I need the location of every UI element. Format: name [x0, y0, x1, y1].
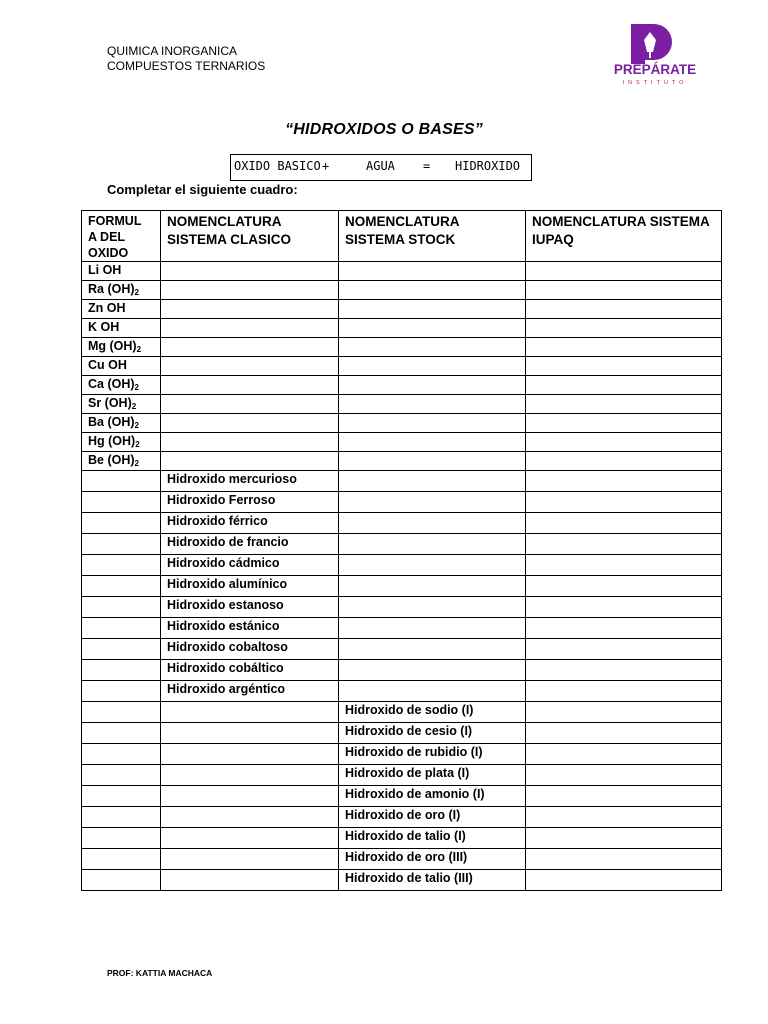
stock-name-cell: Hidroxido de amonio (I)	[339, 786, 526, 807]
answer-cell-stock[interactable]	[339, 492, 526, 513]
table-row	[82, 555, 722, 576]
answer-cell-classic[interactable]	[161, 300, 339, 319]
stock-name-cell: Hidroxido de talio (III)	[339, 870, 526, 891]
answer-cell-formula[interactable]	[82, 807, 161, 828]
answer-cell-formula[interactable]	[82, 618, 161, 639]
answer-cell-iupac[interactable]	[526, 681, 722, 702]
answer-cell-iupac[interactable]	[526, 513, 722, 534]
course-subject: QUIMICA INORGANICA	[107, 44, 238, 58]
answer-cell-classic[interactable]	[161, 395, 339, 414]
formula-reactant-1: OXIDO BASICO	[234, 159, 321, 173]
answer-cell-formula[interactable]	[82, 597, 161, 618]
answer-cell-formula[interactable]	[82, 870, 161, 891]
page-title: “HIDROXIDOS O BASES”	[285, 121, 483, 138]
table-row	[82, 828, 722, 849]
stock-name-cell: Hidroxido de rubidio (I)	[339, 744, 526, 765]
logo-word: PREPÁRATE	[613, 62, 697, 77]
answer-cell-iupac[interactable]	[526, 849, 722, 870]
formula-text: Cu OH	[88, 358, 127, 372]
classic-name-cell: Hidroxido Ferroso	[161, 492, 339, 513]
answer-cell-classic[interactable]	[161, 807, 339, 828]
answer-cell-classic[interactable]	[161, 452, 339, 471]
answer-cell-formula[interactable]	[82, 555, 161, 576]
answer-cell-formula[interactable]	[82, 660, 161, 681]
answer-cell-iupac[interactable]	[526, 597, 722, 618]
answer-cell-classic[interactable]	[161, 281, 339, 300]
formula-subscript: 2	[134, 288, 139, 297]
answer-cell-formula[interactable]	[82, 492, 161, 513]
answer-cell-stock[interactable]	[339, 376, 526, 395]
table-row	[82, 357, 722, 376]
table-row	[82, 744, 722, 765]
table-row	[82, 513, 722, 534]
formula-cell	[82, 338, 161, 357]
answer-cell-formula[interactable]	[82, 639, 161, 660]
answer-cell-iupac[interactable]	[526, 281, 722, 300]
table-row	[82, 639, 722, 660]
answer-cell-iupac[interactable]	[526, 534, 722, 555]
answer-cell-iupac[interactable]	[526, 807, 722, 828]
answer-cell-iupac[interactable]	[526, 765, 722, 786]
answer-cell-iupac[interactable]	[526, 618, 722, 639]
answer-cell-iupac[interactable]	[526, 660, 722, 681]
formula-text: K OH	[88, 320, 120, 334]
classic-name-cell: Hidroxido cobáltico	[161, 660, 339, 681]
table-row	[82, 576, 722, 597]
table-row	[82, 849, 722, 870]
formula-text: Ca (OH)	[88, 377, 135, 391]
course-header	[107, 44, 265, 74]
answer-cell-stock[interactable]	[339, 281, 526, 300]
answer-cell-stock[interactable]	[339, 597, 526, 618]
table-row	[82, 597, 722, 618]
formula-cell	[82, 281, 161, 300]
header-formula: FORMUL A DEL OXIDO	[82, 211, 161, 262]
teacher-credit: PROF: KATTIA MACHACA	[107, 968, 213, 978]
formula-cell	[82, 452, 161, 471]
instruction-text: Completar el siguiente cuadro:	[107, 182, 298, 197]
answer-cell-iupac[interactable]	[526, 414, 722, 433]
answer-cell-stock[interactable]	[339, 576, 526, 597]
answer-cell-classic[interactable]	[161, 338, 339, 357]
table-row	[82, 534, 722, 555]
formula-cell	[82, 433, 161, 452]
table-row	[82, 281, 722, 300]
answer-cell-formula[interactable]	[82, 744, 161, 765]
formula-text: Sr (OH)	[88, 396, 132, 410]
formula-cell	[82, 395, 161, 414]
formula-subscript: 2	[131, 402, 137, 411]
formula-text: Ba (OH)	[88, 415, 135, 429]
answer-cell-stock[interactable]	[339, 262, 526, 281]
answer-cell-classic[interactable]	[161, 433, 339, 452]
formula-text: Mg (OH)	[88, 339, 137, 353]
table-row	[82, 492, 722, 513]
answer-cell-iupac[interactable]	[526, 452, 722, 471]
answer-cell-iupac[interactable]	[526, 376, 722, 395]
answer-cell-iupac[interactable]	[526, 319, 722, 338]
table-row	[82, 300, 722, 319]
answer-cell-iupac[interactable]	[526, 492, 722, 513]
formula-equals: =	[423, 159, 431, 173]
answer-cell-iupac[interactable]	[526, 870, 722, 891]
answer-cell-iupac[interactable]	[526, 357, 722, 376]
formula-cell	[82, 376, 161, 395]
answer-cell-iupac[interactable]	[526, 471, 722, 492]
table-row	[82, 660, 722, 681]
answer-cell-classic[interactable]	[161, 870, 339, 891]
answer-cell-iupac[interactable]	[526, 723, 722, 744]
logo-sub: INSTITUTO	[622, 80, 688, 86]
answer-cell-iupac[interactable]	[526, 744, 722, 765]
answer-cell-classic[interactable]	[161, 319, 339, 338]
answer-cell-formula[interactable]	[82, 471, 161, 492]
formula-subscript: 2	[134, 421, 139, 430]
formula-cell	[82, 262, 161, 281]
stock-name-cell: Hidroxido de oro (I)	[339, 807, 526, 828]
answer-cell-stock[interactable]	[339, 300, 526, 319]
classic-name-cell: Hidroxido estanoso	[161, 597, 339, 618]
classic-name-cell: Hidroxido férrico	[161, 513, 339, 534]
formula-subscript: 2	[136, 345, 142, 354]
answer-cell-classic[interactable]	[161, 414, 339, 433]
stock-name-cell: Hidroxido de plata (I)	[339, 765, 526, 786]
answer-cell-classic[interactable]	[161, 765, 339, 786]
table-row	[82, 807, 722, 828]
answer-cell-classic[interactable]	[161, 262, 339, 281]
classic-name-cell: Hidroxido cádmico	[161, 555, 339, 576]
classic-name-cell: Hidroxido de francio	[161, 534, 339, 555]
answer-cell-iupac[interactable]	[526, 555, 722, 576]
table-row	[82, 414, 722, 433]
answer-cell-stock[interactable]	[339, 534, 526, 555]
formula-subscript: 2	[135, 440, 140, 449]
answer-cell-formula[interactable]	[82, 681, 161, 702]
answer-cell-stock[interactable]	[339, 319, 526, 338]
answer-cell-stock[interactable]	[339, 660, 526, 681]
table-row	[82, 452, 722, 471]
formula-cell	[82, 414, 161, 433]
table-row	[82, 786, 722, 807]
answer-cell-iupac[interactable]	[526, 702, 722, 723]
answer-cell-classic[interactable]	[161, 376, 339, 395]
answer-cell-classic[interactable]	[161, 357, 339, 376]
answer-cell-iupac[interactable]	[526, 786, 722, 807]
classic-name-cell: Hidroxido estánico	[161, 618, 339, 639]
answer-cell-iupac[interactable]	[526, 639, 722, 660]
stock-name-cell: Hidroxido de cesio (I)	[339, 723, 526, 744]
answer-cell-formula[interactable]	[82, 849, 161, 870]
answer-cell-iupac[interactable]	[526, 395, 722, 414]
answer-cell-classic[interactable]	[161, 786, 339, 807]
formula-text: Be (OH)	[88, 453, 135, 467]
answer-cell-stock[interactable]	[339, 513, 526, 534]
answer-cell-formula[interactable]	[82, 576, 161, 597]
answer-cell-formula[interactable]	[82, 828, 161, 849]
reaction-formula	[230, 154, 532, 181]
table-row	[82, 395, 722, 414]
answer-cell-formula[interactable]	[82, 765, 161, 786]
table-body	[82, 262, 722, 891]
logo-mark-icon	[631, 24, 672, 64]
table-row	[82, 376, 722, 395]
answer-cell-formula[interactable]	[82, 534, 161, 555]
formula-product: HIDROXIDO	[455, 159, 521, 173]
answer-cell-iupac[interactable]	[526, 300, 722, 319]
course-topic: COMPUESTOS TERNARIOS	[107, 59, 266, 73]
formula-text: Hg (OH)	[88, 434, 136, 448]
table-row	[82, 723, 722, 744]
answer-cell-iupac[interactable]	[526, 828, 722, 849]
answer-cell-classic[interactable]	[161, 828, 339, 849]
answer-cell-stock[interactable]	[339, 639, 526, 660]
answer-cell-stock[interactable]	[339, 618, 526, 639]
answer-cell-stock[interactable]	[339, 452, 526, 471]
answer-cell-stock[interactable]	[339, 395, 526, 414]
answer-cell-formula[interactable]	[82, 723, 161, 744]
header-stock: NOMENCLATURA SISTEMA STOCK	[339, 211, 526, 262]
table-row	[82, 433, 722, 452]
answer-cell-classic[interactable]	[161, 723, 339, 744]
answer-cell-formula[interactable]	[82, 702, 161, 723]
table-row	[82, 319, 722, 338]
answer-cell-stock[interactable]	[339, 555, 526, 576]
formula-cell	[82, 357, 161, 376]
classic-name-cell: Hidroxido mercurioso	[161, 471, 339, 492]
stock-name-cell: Hidroxido de sodio (I)	[339, 702, 526, 723]
header-iupac: NOMENCLATURA SISTEMA IUPAQ	[526, 211, 722, 262]
classic-name-cell: Hidroxido cobaltoso	[161, 639, 339, 660]
answer-cell-classic[interactable]	[161, 849, 339, 870]
answer-cell-stock[interactable]	[339, 414, 526, 433]
answer-cell-stock[interactable]	[339, 338, 526, 357]
formula-cell	[82, 300, 161, 319]
classic-name-cell: Hidroxido alumínico	[161, 576, 339, 597]
table-row	[82, 702, 722, 723]
formula-subscript: 2	[134, 459, 139, 468]
classic-name-cell: Hidroxido argéntico	[161, 681, 339, 702]
table-row	[82, 471, 722, 492]
answer-cell-iupac[interactable]	[526, 576, 722, 597]
formula-text: Zn OH	[88, 301, 126, 315]
answer-cell-classic[interactable]	[161, 744, 339, 765]
table-row	[82, 618, 722, 639]
answer-cell-iupac[interactable]	[526, 433, 722, 452]
nomenclature-table	[81, 210, 722, 891]
header-classic: NOMENCLATURA SISTEMA CLASICO	[161, 211, 339, 262]
answer-cell-formula[interactable]	[82, 513, 161, 534]
answer-cell-classic[interactable]	[161, 702, 339, 723]
formula-text: Li OH	[88, 263, 122, 277]
answer-cell-iupac[interactable]	[526, 338, 722, 357]
stock-name-cell: Hidroxido de talio (I)	[339, 828, 526, 849]
stock-name-cell: Hidroxido de oro (III)	[339, 849, 526, 870]
table-row	[82, 681, 722, 702]
formula-reactant-2: AGUA	[366, 159, 395, 173]
formula-plus: +	[322, 159, 330, 173]
preparate-logo	[600, 22, 710, 88]
table-row	[82, 765, 722, 786]
formula-cell	[82, 319, 161, 338]
answer-cell-stock[interactable]	[339, 471, 526, 492]
answer-cell-stock[interactable]	[339, 681, 526, 702]
table-row	[82, 870, 722, 891]
formula-subscript: 2	[134, 383, 139, 392]
answer-cell-formula[interactable]	[82, 786, 161, 807]
formula-text: Ra (OH)	[88, 282, 135, 296]
table-row	[82, 338, 722, 357]
answer-cell-stock[interactable]	[339, 433, 526, 452]
table-row	[82, 262, 722, 281]
answer-cell-iupac[interactable]	[526, 262, 722, 281]
answer-cell-stock[interactable]	[339, 357, 526, 376]
